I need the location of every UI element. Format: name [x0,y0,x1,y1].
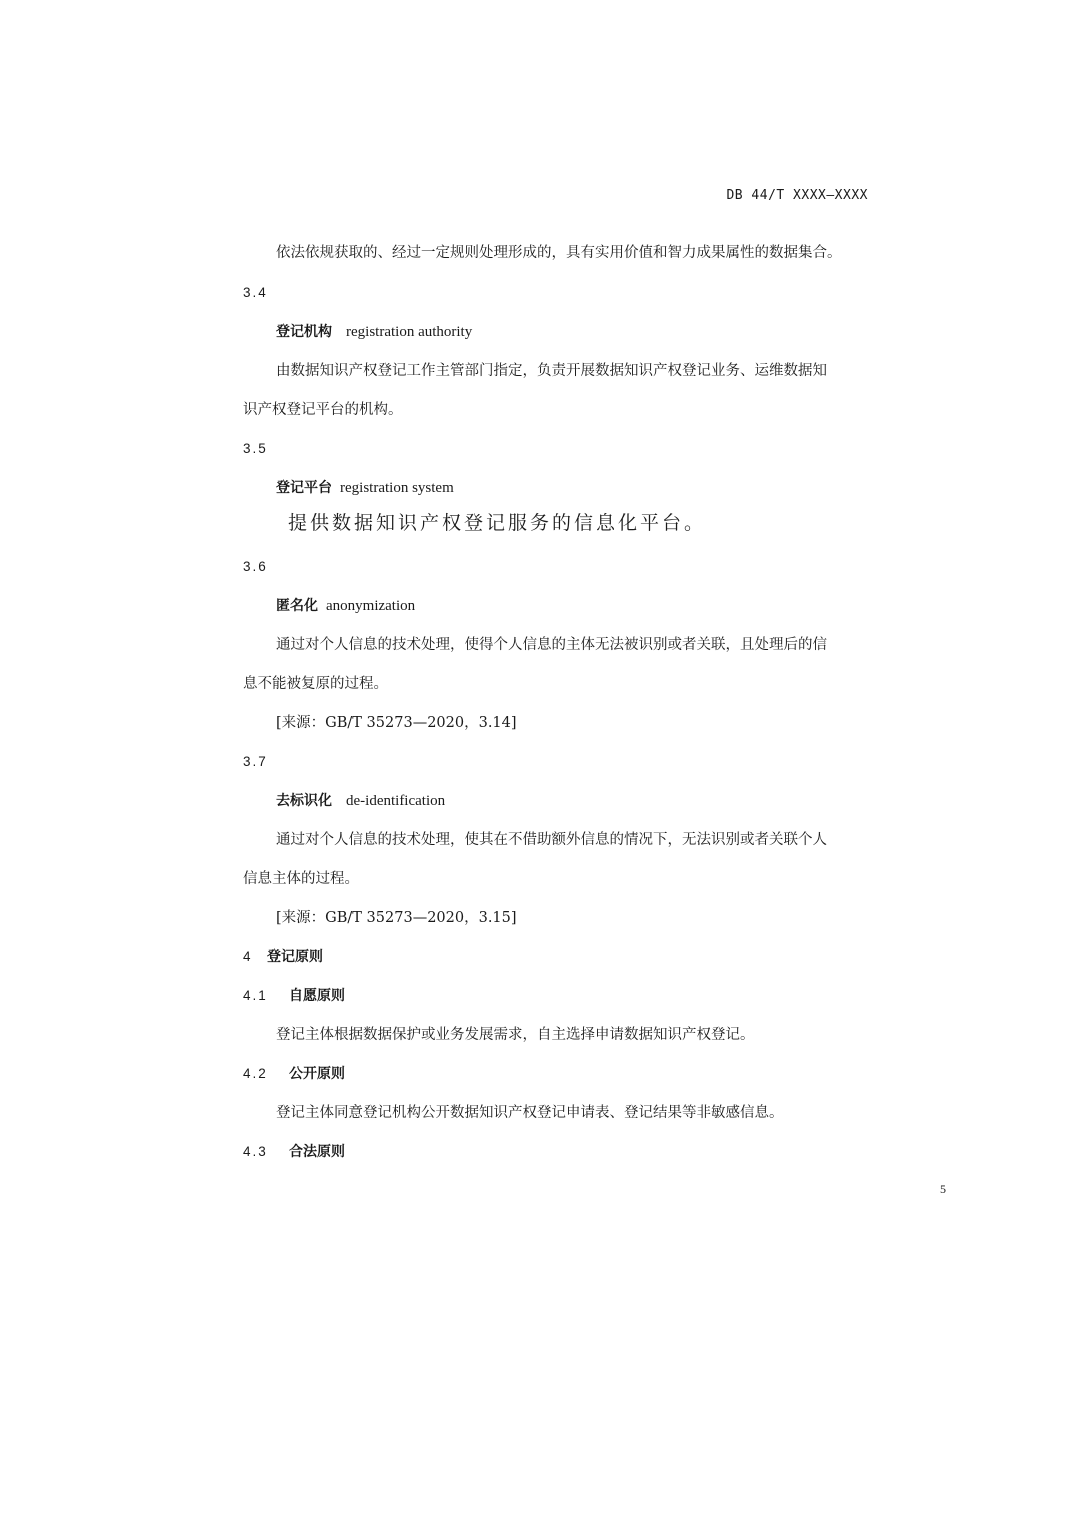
definition-text: 信息主体的过程。 [243,871,359,887]
term-chinese: 匿名化 [276,598,318,614]
subsection-title: 公开原则 [289,1066,345,1082]
term-entry [276,322,906,342]
term-english: registration system [340,480,454,496]
definition-text: 通过对个人信息的技术处理，使其在不借助额外信息的情况下，无法识别或者关联个人 [276,832,827,848]
clause-number: 3.4 [243,285,268,300]
term-entry [276,791,906,811]
paragraph-text: 依法依规获取的、经过一定规则处理形成的，具有实用价值和智力成果属性的数据集合。 [276,245,842,261]
paragraph-text: 登记主体根据数据保护或业务发展需求，自主选择申请数据知识产权登记。 [276,1027,755,1043]
section-heading [243,947,873,967]
subsection-title: 自愿原则 [289,988,345,1004]
term-chinese: 登记平台 [276,480,332,496]
section-title: 登记原则 [267,949,323,965]
subsection-number: 4.3 [243,1144,268,1159]
term-entry [276,478,906,498]
page-number: 5 [940,1182,946,1196]
term-english: de-identification [346,793,446,809]
definition-text: 息不能被复原的过程。 [243,676,388,692]
definition-text: 由数据知识产权登记工作主管部门指定，负责开展数据知识产权登记业务、运维数据知 [276,363,827,379]
source-citation: [来源：GB/T 35273—2020，3.15] [276,910,517,926]
paragraph-text: 登记主体同意登记机构公开数据知识产权登记申请表、登记结果等非敏感信息。 [276,1105,784,1121]
clause-number: 3.7 [243,754,268,769]
term-chinese: 去标识化 [276,793,332,809]
source-citation: [来源：GB/T 35273—2020，3.14] [276,715,517,731]
clause-number: 3.6 [243,559,268,574]
term-english: anonymization [326,598,416,614]
term-chinese: 登记机构 [276,324,332,340]
definition-text: 通过对个人信息的技术处理，使得个人信息的主体无法被识别或者关联，且处理后的信 [276,637,827,653]
subsection-heading [243,986,873,1006]
term-english: registration authority [346,324,473,340]
subsection-heading [243,1064,873,1084]
section-number: 4 [243,949,251,964]
definition-text: 提供数据知识产权登记服务的信息化平台。 [288,512,707,534]
subsection-number: 4.1 [243,988,268,1003]
clause-number: 3.5 [243,441,268,456]
subsection-heading [243,1142,873,1162]
subsection-title: 合法原则 [289,1144,345,1160]
definition-text: 识产权登记平台的机构。 [243,402,403,418]
document-code: DB 44/T XXXX—XXXX [726,188,868,203]
term-entry [276,596,906,616]
subsection-number: 4.2 [243,1066,268,1081]
